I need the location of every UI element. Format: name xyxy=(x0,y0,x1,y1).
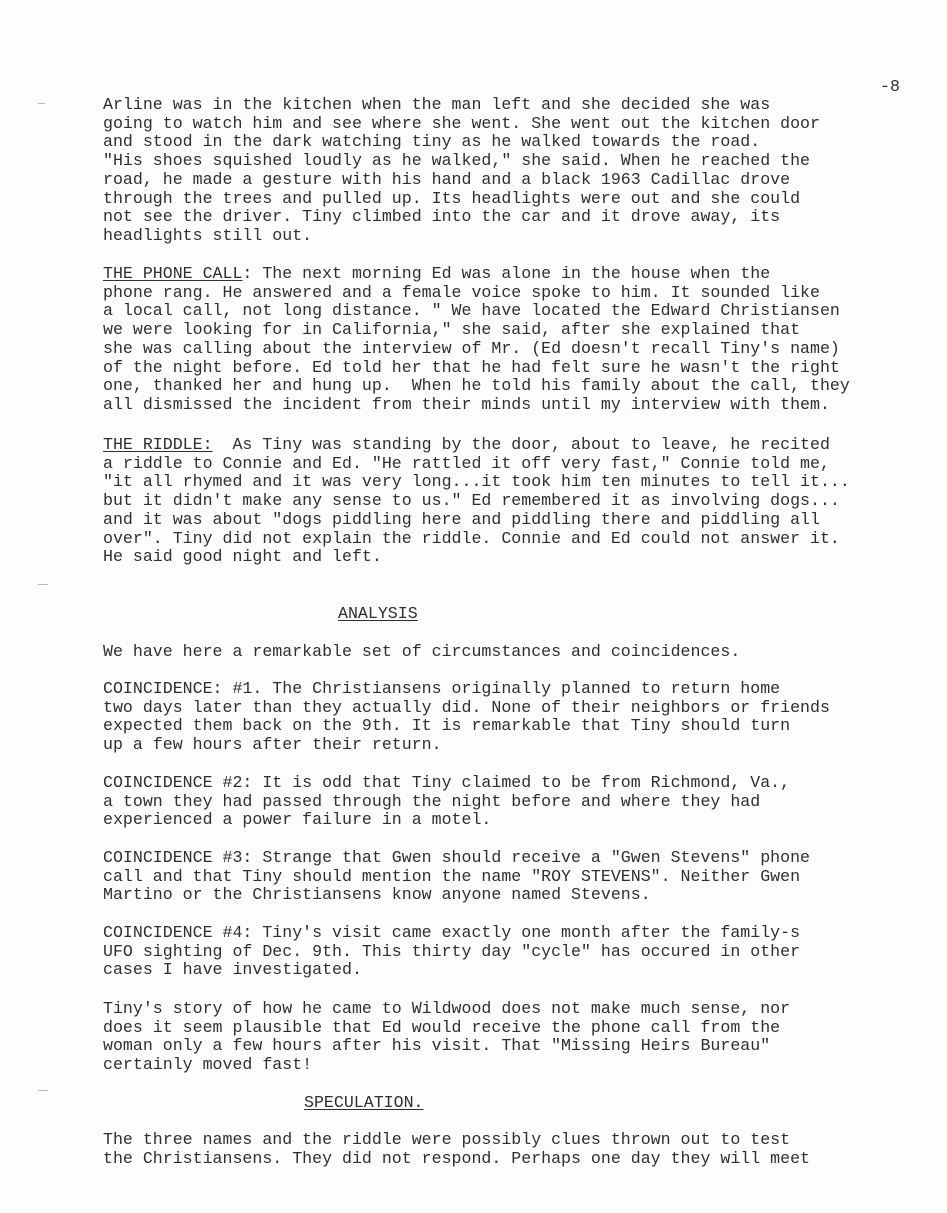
text-line: of the night before. Ed told her that he had felt sure he wasn't the right xyxy=(103,357,840,377)
text-line: COINCIDENCE #2: It is odd that Tiny claimed to be from Richmond, Va., xyxy=(103,773,791,792)
text-line: call and that Tiny should mention the name "ROY STEVENS". Neither Gwen xyxy=(103,866,801,886)
scan-mark xyxy=(38,1090,48,1091)
paragraph-coincidence-3 xyxy=(103,849,810,905)
text-line: the Christiansens. They did not respond. Perhaps one day they will meet xyxy=(103,1148,811,1168)
page-number: -8 xyxy=(880,77,900,96)
text-line: COINCIDENCE: #1. The Christiansens originally planned to return home xyxy=(103,679,781,698)
text-line: We have here a remarkable set of circumstances and coincidences. xyxy=(103,642,741,661)
text-line: she was calling about the interview of Mr. (Ed doesn't recall Tiny's name) xyxy=(103,338,840,358)
text-line: "His shoes squished loudly as he walked," she said. When he reached the xyxy=(103,151,811,171)
section-label-riddle: THE RIDDLE: xyxy=(103,435,213,454)
text-line: two days later than they actually did. None of their neighbors or friends xyxy=(103,697,830,717)
section-label-phone-call: THE PHONE CALL xyxy=(103,264,243,283)
text-line: phone rang. He answered and a female voice spoke to him. It sounded like xyxy=(103,282,820,302)
text-line: UFO sighting of Dec. 9th. This thirty day "cycle" has occured in other xyxy=(103,941,801,961)
text-line: but it didn't make any sense to us." Ed remembered it as involving dogs... xyxy=(103,491,840,511)
text-line: Martino or the Christiansens know anyone named Stevens. xyxy=(103,885,651,905)
paragraph-coincidence-4 xyxy=(103,924,800,980)
text-line: headlights still out. xyxy=(103,225,313,245)
text-span: As Tiny was standing by the door, about to leave, he recited xyxy=(212,435,830,454)
paragraph-arline xyxy=(103,96,820,246)
text-line: does it seem plausible that Ed would receive the phone call from the xyxy=(103,1017,781,1037)
paragraph-riddle xyxy=(103,436,850,567)
text-line: expected them back on the 9th. It is remarkable that Tiny should turn xyxy=(103,716,791,736)
text-line: woman only a few hours after his visit. That "Missing Heirs Bureau" xyxy=(103,1036,771,1056)
text-line: He said good night and left. xyxy=(103,547,382,567)
text-line: a riddle to Connie and Ed. "He rattled it off very fast," Connie told me, xyxy=(103,453,830,473)
text-line: The three names and the riddle were possibly clues thrown out to test xyxy=(103,1130,791,1149)
text-line: going to watch him and see where she went. She went out the kitchen door xyxy=(103,113,820,133)
text-line: up a few hours after their return. xyxy=(103,735,442,755)
analysis-heading: ANALYSIS xyxy=(338,604,418,623)
text-line xyxy=(103,265,850,284)
text-line: through the trees and pulled up. Its headlights were out and she could xyxy=(103,188,801,208)
text-line: cases I have investigated. xyxy=(103,960,362,980)
text-line xyxy=(103,436,850,455)
text-line: Tiny's story of how he came to Wildwood does not make much sense, nor xyxy=(103,999,791,1018)
text-line: COINCIDENCE #3: Strange that Gwen should receive a "Gwen Stevens" phone xyxy=(103,848,811,867)
text-line: and it was about "dogs piddling here and piddling there and piddling all xyxy=(103,509,820,529)
paragraph-coincidence-1 xyxy=(103,680,830,755)
scan-mark xyxy=(38,103,45,104)
text-line: and stood in the dark watching tiny as he walked towards the road. xyxy=(103,132,761,152)
text-line: over". Tiny did not explain the riddle. Connie and Ed could not answer it. xyxy=(103,528,840,548)
text-line: "it all rhymed and it was very long...it took him ten minutes to tell it... xyxy=(103,472,850,492)
text-line: we were looking for in California," she said, after she explained that xyxy=(103,320,801,340)
text-line: not see the driver. Tiny climbed into the car and it drove away, its xyxy=(103,207,781,227)
text-line: a town they had passed through the night before and where they had xyxy=(103,791,761,811)
text-span: : The next morning Ed was alone in the house when the xyxy=(242,264,771,283)
paragraph-tiny-story xyxy=(103,1000,790,1075)
text-line: experienced a power failure in a motel. xyxy=(103,810,492,830)
text-line: Arline was in the kitchen when the man left and she decided she was xyxy=(103,95,771,114)
paragraph-phone-call xyxy=(103,265,850,415)
speculation-heading: SPECULATION. xyxy=(304,1093,424,1112)
text-line: all dismissed the incident from their minds until my interview with them. xyxy=(103,394,830,414)
paragraph-speculation xyxy=(103,1131,810,1168)
text-line: certainly moved fast! xyxy=(103,1055,313,1075)
text-line: one, thanked her and hung up. When he told his family about the call, they xyxy=(103,376,850,396)
text-line: road, he made a gesture with his hand and a black 1963 Cadillac drove xyxy=(103,169,791,189)
text-line: COINCIDENCE #4: Tiny's visit came exactly one month after the family-s xyxy=(103,923,801,942)
text-line: a local call, not long distance. " We have located the Edward Christiansen xyxy=(103,301,840,321)
scan-mark xyxy=(38,584,48,585)
paragraph-coincidence-2 xyxy=(103,774,790,830)
paragraph-intro-analysis xyxy=(103,643,740,662)
